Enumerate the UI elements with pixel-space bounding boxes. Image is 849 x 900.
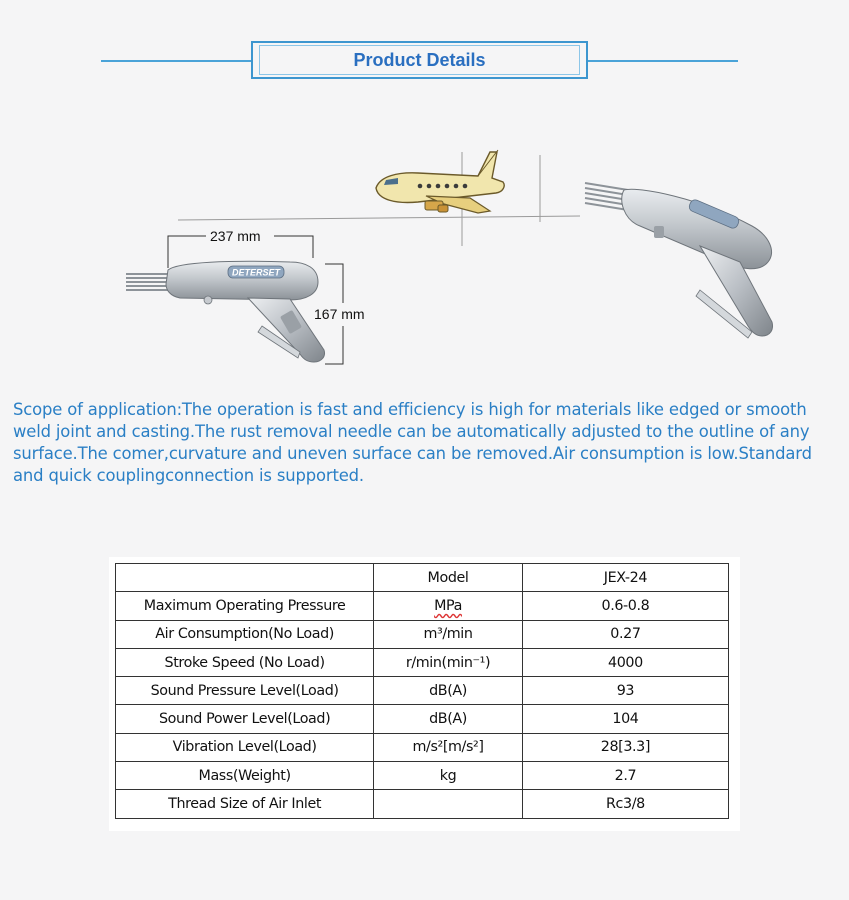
table-cell-name: Sound Power Level(Load)	[116, 705, 374, 733]
table-cell-value: JEX-24	[522, 564, 728, 592]
table-cell-unit	[374, 790, 523, 818]
table-row	[116, 705, 729, 733]
table-cell-name: Thread Size of Air Inlet	[116, 790, 374, 818]
table-cell-unit: kg	[374, 762, 523, 790]
table-cell-value: Rc3/8	[522, 790, 728, 818]
needle-scaler-tool-left	[126, 261, 325, 362]
table-row	[116, 592, 729, 620]
brand-logo: DETERSET	[231, 267, 281, 278]
table-cell-name: Vibration Level(Load)	[116, 733, 374, 761]
table-cell-value: 0.27	[522, 620, 728, 648]
table-cell-unit: r/min(min⁻¹)	[374, 648, 523, 676]
table-cell-value: 0.6-0.8	[522, 592, 728, 620]
table-cell-unit	[374, 592, 523, 620]
table-cell-value: 104	[522, 705, 728, 733]
table-cell-value: 28[3.3]	[522, 733, 728, 761]
table-cell-name	[116, 564, 374, 592]
table-cell-name: Air Consumption(No Load)	[116, 620, 374, 648]
table-cell-name: Sound Pressure Level(Load)	[116, 677, 374, 705]
table-cell-value: 93	[522, 677, 728, 705]
page-title-text: Product Details	[353, 49, 486, 70]
table-row	[116, 790, 729, 818]
dimension-length: 237 mm	[210, 228, 261, 244]
table-cell-name: Stroke Speed (No Load)	[116, 648, 374, 676]
table-cell-unit: dB(A)	[374, 705, 523, 733]
table-cell-unit: m/s²[m/s²]	[374, 733, 523, 761]
table-cell-name: Maximum Operating Pressure	[116, 592, 374, 620]
table-row	[116, 620, 729, 648]
table-row	[116, 677, 729, 705]
needle-scaler-tool-right	[585, 183, 773, 338]
table-cell-unit: Model	[374, 564, 523, 592]
table-header-row	[116, 564, 729, 592]
dimension-height: 167 mm	[314, 306, 365, 322]
table-cell-unit: m³/min	[374, 620, 523, 648]
scope-description: Scope of application:The operation is fast and efficiency is high for materials like edged or smooth weld joint and casting.The rust removal needle can be automatically adjusted to the outline of any surface.The comer,curvature and uneven surface can be removed.Air consumption is low.Standard and quick couplingconnection is supported.	[13, 400, 812, 485]
table-cell-unit: dB(A)	[374, 677, 523, 705]
spec-table-container	[109, 557, 740, 831]
product-illustration	[0, 0, 849, 390]
spec-table	[115, 563, 729, 819]
table-cell-value: 4000	[522, 648, 728, 676]
table-cell-value: 2.7	[522, 762, 728, 790]
table-cell-name: Mass(Weight)	[116, 762, 374, 790]
table-row	[116, 733, 729, 761]
guide-line-horizontal	[178, 216, 580, 220]
table-row	[116, 648, 729, 676]
table-cell-unit-text: MPa	[434, 597, 462, 614]
table-row	[116, 762, 729, 790]
airplane-illustration	[376, 150, 504, 213]
